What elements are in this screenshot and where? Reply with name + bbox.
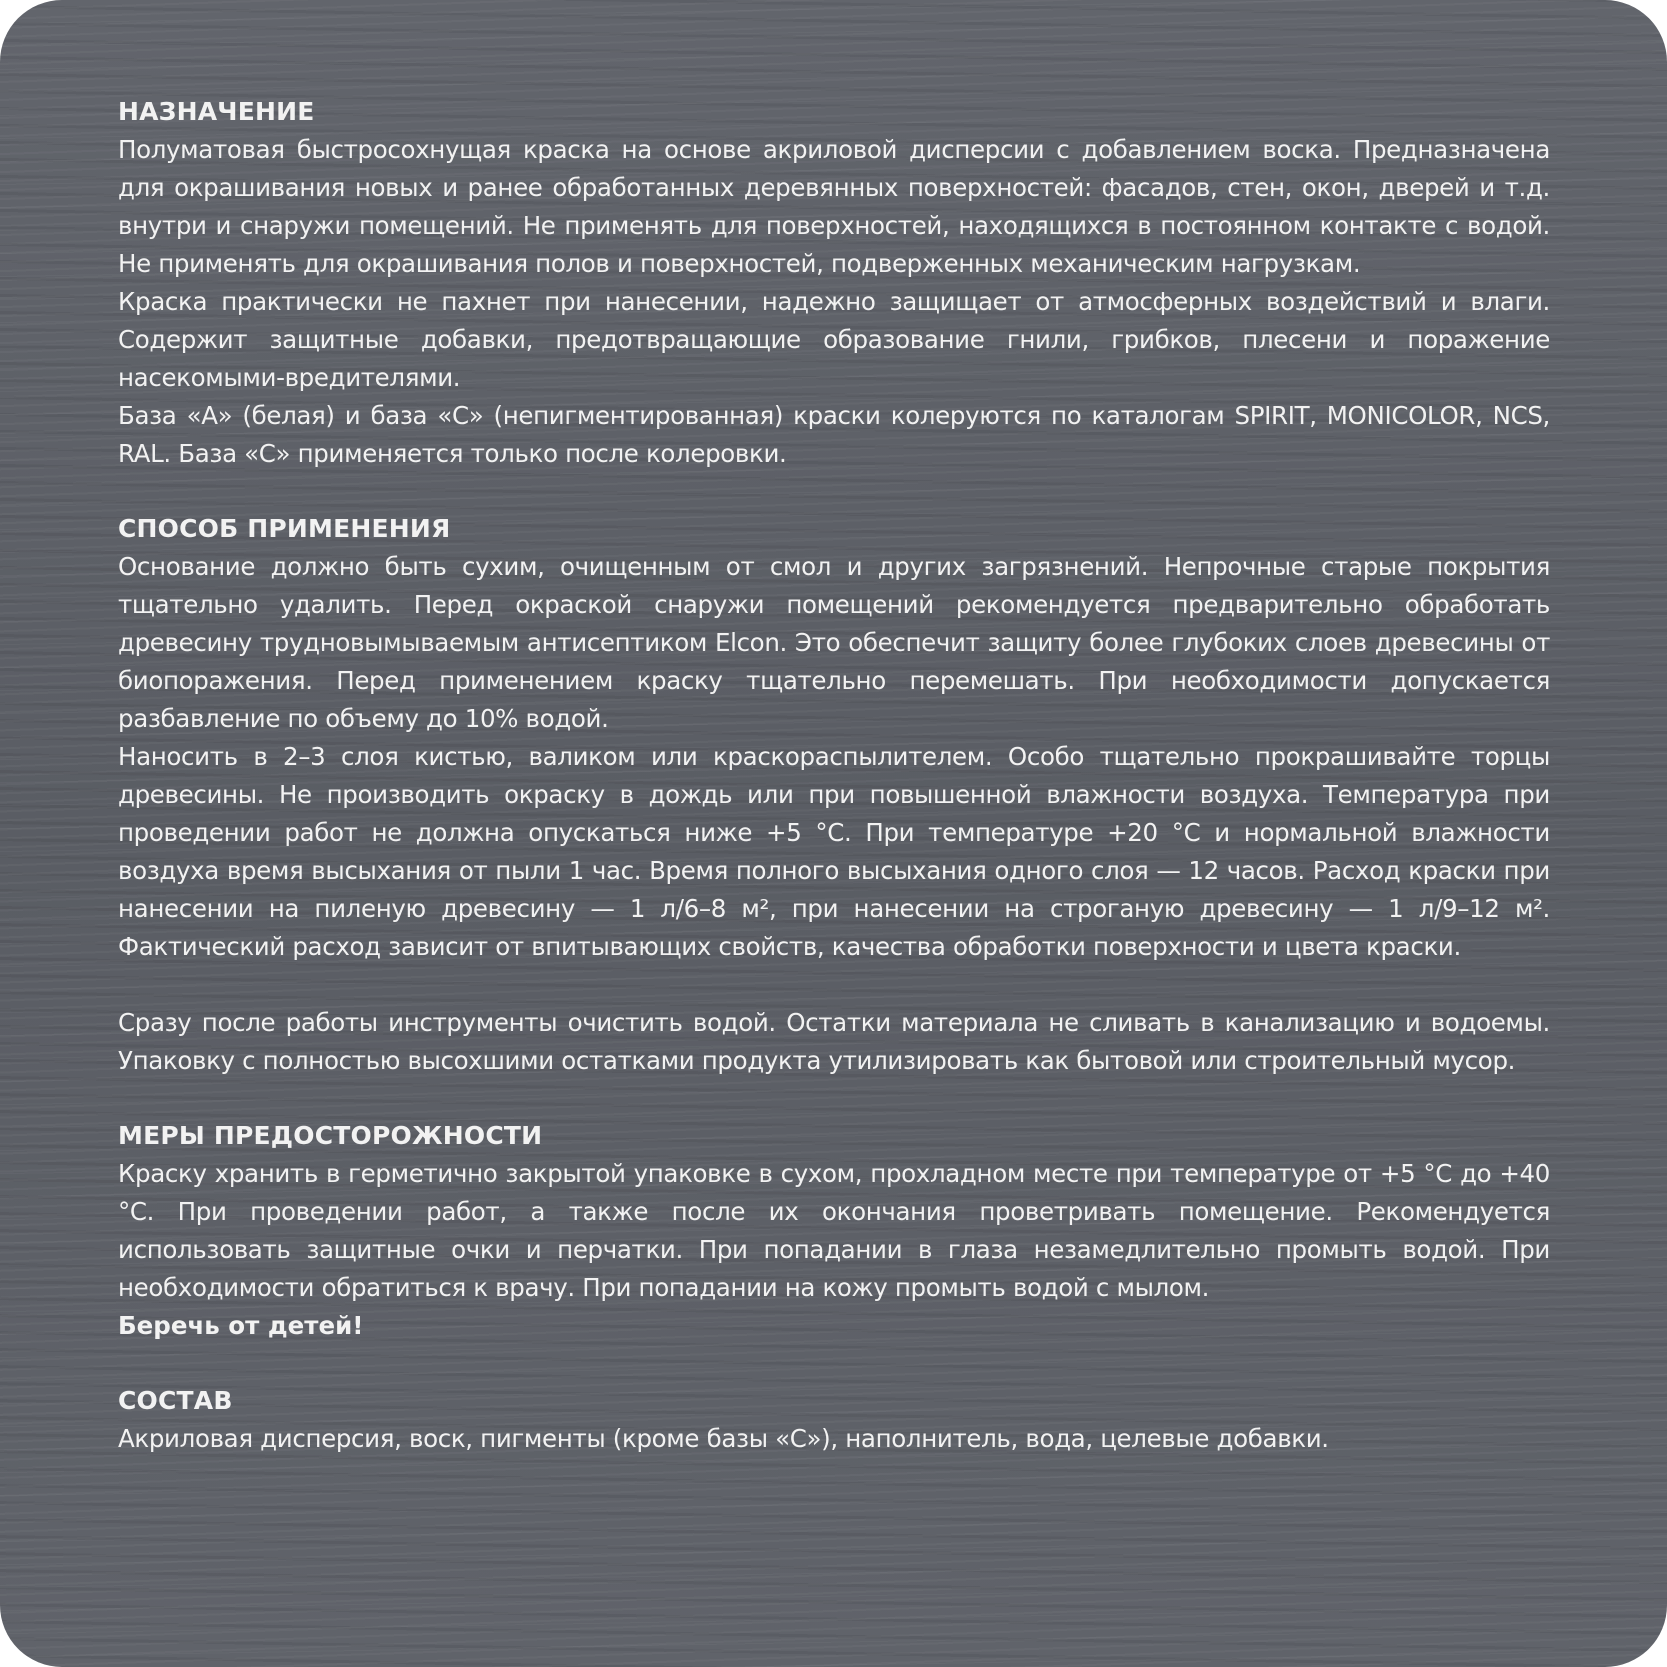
section-heading-precautions: МЕРЫ ПРЕДОСТОРОЖНОСТИ — [118, 1121, 543, 1150]
product-description — [118, 93, 1550, 1495]
application-paragraph-2: Наносить в 2–3 слоя кистью, валиком или краскораспылителем. Особо тщательно прокрашивайте торцы древесины. Не производить окраску в дождь или при повышенной влажности воздуха. Температура при проведении работ не должна опускаться ниже +5 °С. При температуре +20 °С и нормальной влажности воздуха время высыхания от пыли 1 час. Время полного высыхания одного слоя — 12 часов. Расход краски при нанесении на пиленую древесину — 1 л/6–8 м², при нанесении на строганую древесину — 1 л/9–12 м². Фактический расход зависит от впитывающих свойств, качества обработки поверхности и цвета краски. — [118, 742, 1550, 961]
section-heading-composition: СОСТАВ — [118, 1386, 233, 1415]
application-paragraph-3: Сразу после работы инструменты очистить водой. Остатки материала не сливать в канализацию и водоемы. Упаковку с полностью высохшими остатками продукта утилизировать как бытовой или строительный мусор. — [118, 1008, 1550, 1075]
composition-paragraph: Акриловая дисперсия, воск, пигменты (кроме базы «С»), наполнитель, вода, целевые добавки. — [118, 1424, 1329, 1453]
purpose-paragraph-2: Краска практически не пахнет при нанесении, надежно защищает от атмосферных воздействий и влаги. Содержит защитные добавки, предотвращающие образование гнили, грибков, плесени и поражение насекомыми-вредителями. — [118, 287, 1550, 392]
section-precautions — [118, 1117, 1550, 1345]
purpose-paragraph-3: База «А» (белая) и база «С» (непигментированная) краски колеруются по каталогам SPIRIT, MONICOLOR, NCS, RAL. База «С» применяется только после колеровки. — [118, 401, 1550, 468]
child-warning: Беречь от детей! — [118, 1311, 364, 1340]
section-heading-purpose: НАЗНАЧЕНИЕ — [118, 97, 315, 126]
section-application — [118, 510, 1550, 1080]
section-heading-application: СПОСОБ ПРИМЕНЕНИЯ — [118, 514, 451, 543]
purpose-paragraph-1: Полуматовая быстросохнущая краска на основе акриловой дисперсии с добавлением воска. Предназначена для окрашивания новых и ранее обработанных деревянных поверхностей: фасадов, стен, окон, дверей и т.д. внутри и снаружи помещений. Не применять для поверхностей, находящихся в постоянном контакте с водой. Не применять для окрашивания полов и поверхностей, подверженных механическим нагрузкам. — [118, 135, 1550, 278]
section-purpose — [118, 93, 1550, 473]
precautions-paragraph: Краску хранить в герметично закрытой упаковке в сухом, прохладном месте при температуре от +5 °С до +40 °С. При проведении работ, а также после их окончания проветривать помещение. Рекомендуется использовать защитные очки и перчатки. При попадании в глаза незамедлительно промыть водой. При необходимости обратиться к врачу. При попадании на кожу промыть водой с мылом. — [118, 1159, 1550, 1302]
section-composition — [118, 1382, 1550, 1458]
application-paragraph-1: Основание должно быть сухим, очищенным от смол и других загрязнений. Непрочные старые покрытия тщательно удалить. Перед окраской снаружи помещений рекомендуется предварительно обработать древесину трудновымываемым антисептиком Elcon. Это обеспечит защиту более глубоких слоев древесины от биопоражения. Перед применением краску тщательно перемешать. При необходимости допускается разбавление по объему до 10% водой. — [118, 552, 1550, 733]
